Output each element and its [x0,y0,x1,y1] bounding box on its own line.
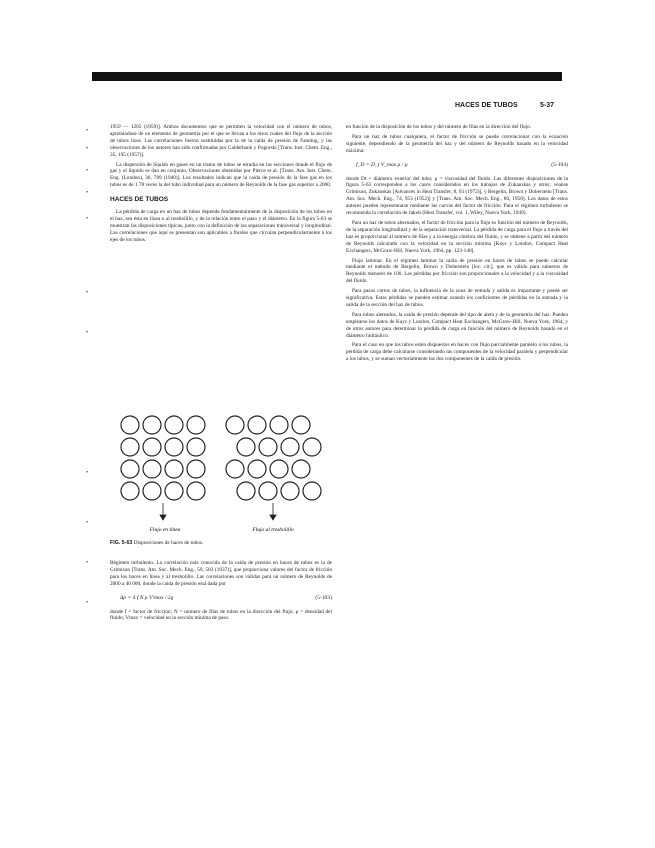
left-column [110,124,332,247]
figure-caption [110,540,332,547]
margin-mark: • [86,190,89,196]
equation-body: Δp = 4 f N ρ V²max / 2g [120,594,174,601]
paragraph: La dispersión de líquido en gases en un tramo de tubos se estudia en las secciones donde el flujo de gas y el líquido se dan en conjunto. Observaciones obtenidas por Pierce et al. [Trans. Am. Inst. Chem. Eng. (London), 36, 789 (1940)]. Los resultados indican que la caída de presión de la fase gas en los tubos es de 1.78 veces la del tubo individual para un número de Reynolds de la fase gas superior a 2000. [110,161,332,189]
paragraph: donde Dt = diámetro exterior del tubo; μ = viscosidad del fluido. Las diferentes disposiciones de la figura 5-63 corresponden a los casos considerados en los trabajos de Zukauskas y otros; véanse Grimison, Zukauskas [Advances in Heat Transfer, 8, 93 (1972)], y Bergelin, Brown y Doberstein [Trans. Am. Soc. Mech. Eng., 74, 953 (1952)] y [Trans. Am. Soc. Mech. Eng., 80, 1958]. Los datos de estos autores pueden representarse mediante las curvas del factor de fricción. Para el régimen turbulento se recomienda la correlación de Jakob (Heat Transfer, vol. 1, Wiley, Nueva York, 1949). [346,175,568,217]
paragraph: 1959 — 1205 (1959)]. Ambos documentos que se permiten la velocidad con el número de tubos, aprobándose de un elemento de geometría por el que se llevan a los otros cuales del flujo de la sección de tubos lisos. Las correlaciones fueron sustituidas por la de la caída de presión de Fanning, y las observaciones de los autores han sido confirmadas por Calderbank y Pogorski [Trans. Inst. Chem. Eng., 35, 195 (1957)]. [110,124,332,158]
margin-mark: • [86,330,89,336]
margin-mark: • [86,520,89,526]
paragraph: Para un haz de tubos alternados, el factor de fricción para la flujo es función del número de Reynolds, de la separación longitudinal y de la separación transversal. La pérdida de carga para el flujo a través del haz es proporcional al número de filas y a la energía cinética del fluido, y se obtiene a partir del número de Reynolds calculado con la velocidad en la sección mínima [Kays y London, Compact Heat Exchangers, McGraw-Hill, Nueva York, 1964, pp. 123-140]. [346,219,568,254]
figure-number: FIG. 5-63 [110,540,133,546]
inline-label: Flujo en línea [149,527,181,533]
margin-mark: • [86,290,89,296]
running-title: HACES DE TUBOS [455,102,518,109]
margin-mark: • [86,470,89,476]
equation-number: (5-104) [551,161,568,168]
paragraph: donde f = factor de fricción; N = número de filas de tubos en la dirección del flujo; ρ = densidad del fluido; Vmax = velocidad en la sección mínima de paso. [110,608,332,622]
margin-mark: • [86,168,89,174]
margin-mark: • [86,216,89,222]
tube-bundle-figure [110,395,332,535]
figure-caption-text: Disposiciones de haces de tubos. [133,540,204,546]
section-title: HACES DE TUBOS [110,196,169,204]
paragraph: Régimen turbulento. La correlación más conocida de la caída de presión en haces de tubos es la de Grimison [Trans. Am. Soc. Mech. Eng., 59, 583 (1937)], que proporciona valores del factor de fricción para los haces en línea y al tresbolillo. Las correlaciones son válidas para un número de Reynolds de 2000 a 40 000, donde la caída de presión está dada por [110,560,332,587]
margin-mark: • [86,146,89,152]
paragraph: La pérdida de carga en un haz de tubos depende fundamentalmente de la disposición de los tubos en el haz, sea ésta en línea o al tresbolillo, y de la relación entre el paso y el diámetro. En la figura 5-63 se muestran las disposiciones típicas, junto con la definición de las separaciones transversal y longitudinal. Las correlaciones que aquí se presentan son aplicables a fluidos que circulan perpendicularmente a los ejes de los tubos. [110,209,332,243]
staggered-label: Flujo al tresbolillo [252,527,294,533]
paragraph: Para un haz de tubos cualquiera, el factor de fricción se puede correlacionar con la ecuación siguiente, dependiendo de la geometría del haz y del número de Reynolds basado en la velocidad máxima: [346,133,568,154]
margin-mark: • [86,128,89,134]
equation [356,162,568,169]
paragraph: Para pasos cortos de tubos, la influencia de la zona de entrada y salida es importante y puede ser significativa. Estas pérdidas se pueden estimar usando los coeficientes de pérdidas en la entrada y la salida de la sección del haz de tubos. [346,288,568,308]
margin-mark: • [86,560,89,566]
staggered-bundle [226,416,321,500]
equation-body: f_D = D_t V_max ρ / μ [356,161,408,168]
paragraph: en función de la disposición de los tubos y del número de filas en la dirección del flujo. [346,124,532,130]
paragraph: Para tubos aleteados, la caída de presión depende del tipo de aleta y de la geometría del haz. Pueden emplearse los datos de Kays y London, Compact Heat Exchangers, McGraw-Hill, Nueva York, 1964, y de otros autores para determinar la pérdida de carga en función del número de Reynolds basado en el diámetro hidráulico. [346,311,568,339]
flow-arrows [160,503,276,520]
paragraph: Flujo laminar. En el régimen laminar la caída de presión en haces de tubos se puede calcular mediante el método de Bergelin, Brown y Doberstein [loc. cit.], que es válido para números de Reynolds menores de 100. Las pérdidas por fricción son proporcionales a la velocidad y a la viscosidad del fluido. [346,257,568,285]
inline-bundle [121,416,205,500]
right-column [346,124,568,366]
left-column-lower [110,560,332,625]
paragraph: Para el caso en que los tubos estén dispuestos en haces con flujo parcialmente paralelo a los tubos, la pérdida de carga debe calcularse considerando las componentes de la velocidad paralela y perpendicular a los tubos, y se suman vectorialmente las dos componentes de la caída de presión. [346,342,568,363]
margin-mark: • [86,600,89,606]
equation-number: (5-103) [315,594,332,601]
page-number: 5-37 [540,102,555,109]
header-rule [92,72,562,81]
equation [120,595,332,602]
